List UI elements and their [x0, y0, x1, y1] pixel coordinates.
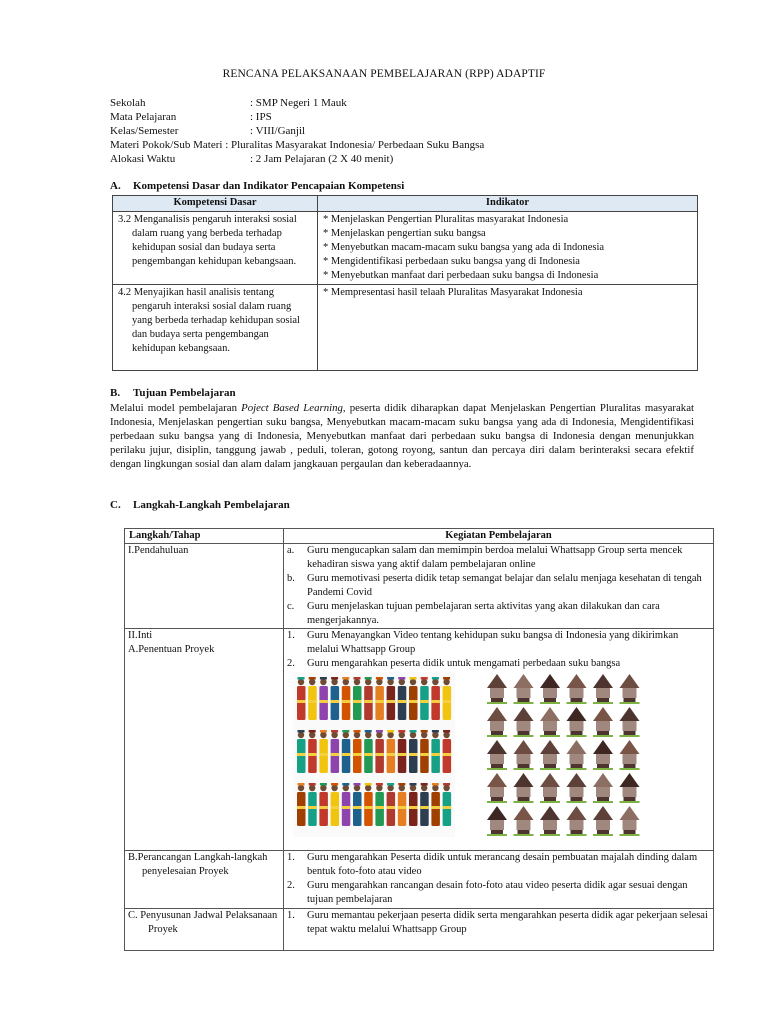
identity-row-time: Alokasi Waktu : 2 Jam Pelajaran (2 X 40 menit)	[110, 153, 394, 165]
stage-cell: II.Inti A.Penentuan Proyek	[125, 629, 284, 851]
list-item: * Mempresentasi hasil telaah Pluralitas Masyarakat Indonesia	[323, 287, 583, 298]
traditional-costumes-image	[293, 672, 455, 837]
list-item: 2. Guru mengarahkan rancangan desain foto-foto atau video peserta didik agar sesuai dengan tujuan pembelajaran	[287, 880, 688, 905]
kd-cell: 3.2 Menganalisis pengaruh interaksi sosial dalam ruang yang berbeda terhadap kehidupan sosial dan budaya serta pengembangan kehidupan kebangsaan.	[113, 212, 318, 285]
list-item: a. Guru mengucapkan salam dan memimpin berdoa melalui Whattsapp Group serta mencek kehadiran siswa yang aktif dalam pembelajaran online	[287, 545, 683, 570]
stage-cell: B.Perancangan Langkah-langkah penyelesaian Proyek	[125, 851, 284, 909]
section-c-heading: C. Langkah-Langkah Pembelajaran	[110, 499, 290, 511]
list-item: * Menjelaskan pengertian suku bangsa	[323, 228, 486, 239]
list-item: 1. Guru Menayangkan Video tentang kehidupan suku bangsa di Indonesia yang dikirimkan melalui Whattsapp Group	[287, 630, 679, 655]
list-item: * Menjelaskan Pengertian Pluralitas masyarakat Indonesia	[323, 214, 569, 225]
table-row	[113, 285, 698, 371]
list-item: 1. Guru memantau pekerjaan peserta didik serta mengarahkan peserta didik agar pekerjaan selesai tepat waktu melalui Whattsapp Group	[287, 910, 708, 935]
learning-objectives-text: Melalui model pembelajaran Poject Based Learning, peserta didik diharapkan dapat Menjelaskan Pengertian Pluralitas masyarakat Indonesia, Menjelaskan pengertian suku bangsa, Menyebutkan macam-macam suku bangsa yang ada di Indonesia, Mengidentifikasi perbedaan suku bangsa yang di Indonesia, Menyebutkan manfaat dari perbedaan suku bangsa di Indonesia dengan menunjukkan perilaku jujur, disiplin, tanggung jawab , peduli, toleran, gotong royong, santun dan percaya diri dalam berinteraksi secara efektif dengan lingkungan sosial dan alam dalam jangkauan pergaulan dan keberadaannya.	[110, 402, 694, 470]
indicator-cell	[318, 285, 698, 371]
table-row	[113, 212, 698, 285]
indicator-cell	[318, 212, 698, 285]
list-item: c. Guru menjelaskan tujuan pembelajaran serta aktivitas yang akan dilakukan dan cara mengerjakannya.	[287, 601, 660, 626]
document-title: RENCANA PELAKSANAAN PEMBELAJARAN (RPP) ADAPTIF	[222, 68, 546, 80]
activity-cell	[284, 851, 714, 909]
identity-row-class: Kelas/Semester : VIII/Ganjil	[110, 125, 306, 137]
steps-header-stage: Langkah/Tahap	[125, 529, 284, 544]
list-item: * Mengidentifikasi perbedaan suku bangsa yang di Indonesia	[323, 256, 580, 267]
section-b-heading: B. Tujuan Pembelajaran	[110, 387, 236, 399]
section-a-heading: A. Kompetensi Dasar dan Indikator Pencapaian Kompetensi	[110, 180, 405, 192]
activity-cell	[284, 909, 714, 951]
stage-cell: C. Penyusunan Jadwal Pelaksanaan Proyek	[125, 909, 284, 951]
list-item: b. Guru memotivasi peserta didik tetap semangat belajar dan selalu menjaga kesehatan di tengah Pandemi Covid	[287, 573, 702, 598]
list-item: 1. Guru mengarahkan Peserta didik untuk merancang desain pembuatan majalah dinding dalam bentuk foto-foto atau video	[287, 852, 698, 877]
steps-header-activity: Kegiatan Pembelajaran	[284, 529, 714, 544]
competency-table-header-kd: Kompetensi Dasar	[113, 196, 318, 212]
identity-row-material: Materi Pokok/Sub Materi : Pluralitas Masyarakat Indonesia/ Perbedaan Suku Bangsa	[110, 139, 485, 151]
identity-row-school: Sekolah : SMP Negeri 1 Mauk	[110, 97, 347, 109]
list-item: 2. Guru mengarahkan peserta didik untuk mengamati perbedaan suku bangsa	[287, 658, 621, 669]
activity-cell	[284, 544, 714, 629]
table-row	[125, 851, 714, 909]
stage-cell: I.Pendahuluan	[125, 544, 284, 629]
traditional-houses-image	[484, 670, 646, 838]
table-row	[125, 909, 714, 951]
list-item: * Menyebutkan macam-macam suku bangsa yang ada di Indonesia	[323, 242, 605, 253]
competency-table	[112, 195, 698, 371]
competency-table-header-indicator: Indikator	[318, 196, 698, 212]
kd-cell: 4.2 Menyajikan hasil analisis tentang pengaruh interaksi sosial dalam ruang yang berbeda terhadap kehidupan sosial dan budaya serta pengembangan kehidupan kebangsaan.	[113, 285, 318, 371]
table-row	[125, 544, 714, 629]
identity-row-subject: Mata Pelajaran : IPS	[110, 111, 272, 123]
list-item: * Menyebutkan manfaat dari perbedaan suku bangsa di Indonesia	[323, 270, 599, 281]
